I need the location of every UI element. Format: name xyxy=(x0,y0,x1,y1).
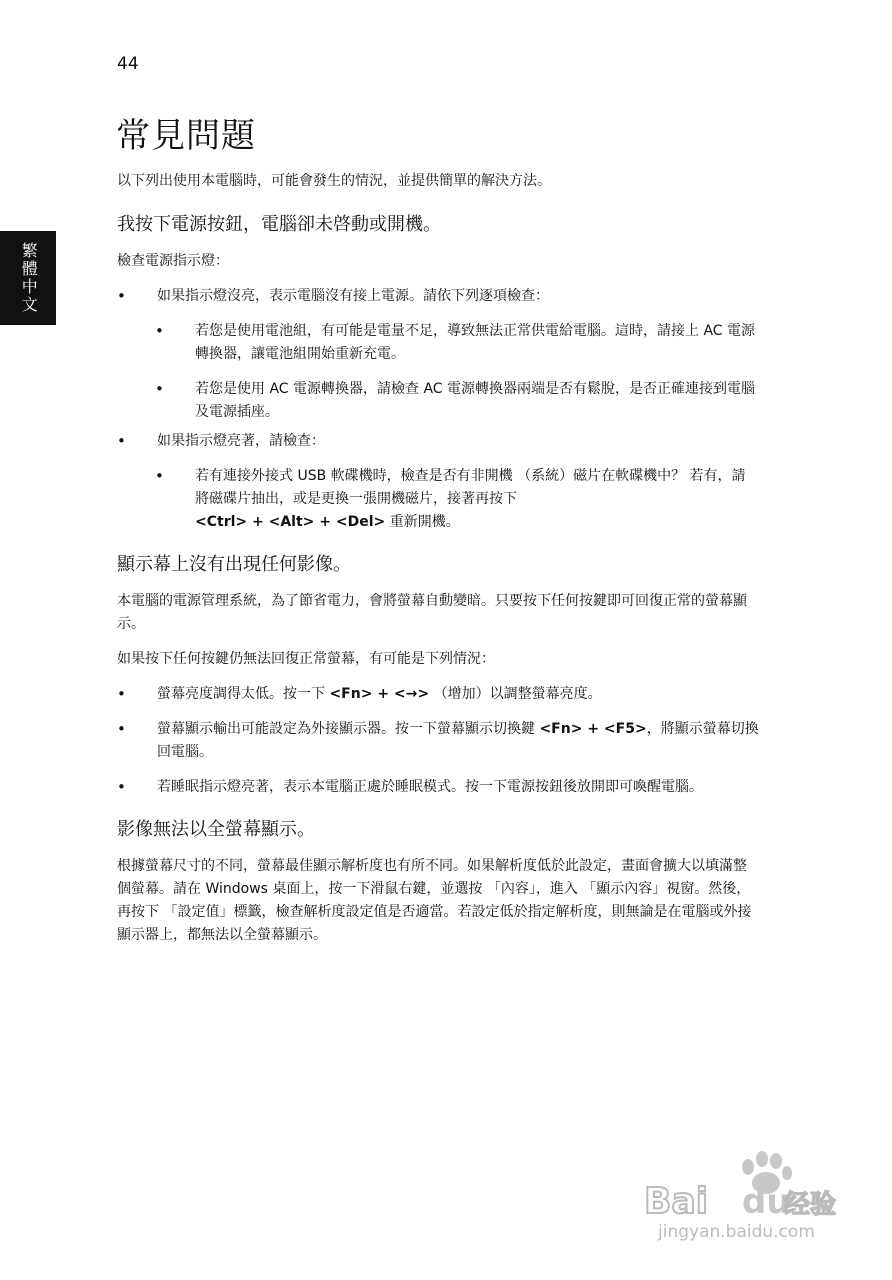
language-side-tab xyxy=(0,231,56,325)
paragraph: 本電腦的電源管理系統，為了節省電力，會將螢幕自動變暗。只要按下任何按鍵即可回復正常的螢幕顯示。 xyxy=(117,593,747,632)
list-item-text: 螢幕亮度調得太低。按一下 xyxy=(157,686,330,702)
key-combo: <Ctrl> + <Alt> + <Del> xyxy=(195,514,386,530)
list-item xyxy=(117,718,759,764)
side-tab-label: 繁體中文 xyxy=(19,242,39,314)
section-heading-power: 我按下電源按鈕，電腦卻未啓動或開機。 xyxy=(117,214,441,235)
paragraph: 根據螢幕尺寸的不同，螢幕最佳顯示解析度也有所不同。如果解析度低於此設定，畫面會擴大以填滿整個螢幕。請在 Windows 桌面上，按一下滑鼠右鍵，並選按 「內容」，進入 「顯示內容」視窗。然後，再按下 「設定值」標籤，檢查解析度設定值是否適當。若設定低於指定解析度，則無論是在電腦或外接顯示器上，都無法以全螢幕顯示。 xyxy=(117,858,752,943)
list-item-text: 螢幕顯示輸出可能設定為外接顯示器。按一下螢幕顯示切換鍵 xyxy=(157,721,540,737)
baidu-jingyan-watermark xyxy=(644,1145,840,1245)
list-item-tail: （增加）以調整螢幕亮度。 xyxy=(429,686,602,702)
watermark-brand-right: du xyxy=(742,1182,791,1222)
key-combo: <Fn> + <F5> xyxy=(539,721,647,737)
page-number: 44 xyxy=(117,54,139,74)
list-item xyxy=(117,430,759,534)
page-title: 常見問題 xyxy=(116,116,256,156)
paragraph: 如果按下任何按鍵仍無法回復正常螢幕，有可能是下列情況： xyxy=(117,651,495,667)
sub-item-text: 若有連接外接式 USB 軟碟機時，檢查是否有非開機 （系統）磁片在軟碟機中？ 若有，請將磁碟片抽出，或是更換一張開機磁片，接著再按下 xyxy=(195,468,746,507)
sub-list-item: • 若您是使用 AC 電源轉換器，請檢查 AC 電源轉換器兩端是否有鬆脫，是否正確連接到電腦及電源插座。 xyxy=(117,378,759,424)
sub-bullet-list xyxy=(117,320,759,424)
key-combo: <Fn> + <→> xyxy=(329,686,430,702)
section-heading-display: 顯示幕上沒有出現任何影像。 xyxy=(117,554,351,575)
bullet-list xyxy=(117,683,759,799)
section-heading-fullscreen: 影像無法以全螢幕顯示。 xyxy=(117,819,315,840)
list-item-text: 如果指示燈亮著，請檢查： xyxy=(157,433,325,449)
list-item xyxy=(117,285,759,424)
watermark-url: jingyan.baidu.com xyxy=(658,1222,815,1242)
list-item: • 若睡眠指示燈亮著，表示本電腦正處於睡眠模式。按一下電源按鈕後放開即可喚醒電腦。 xyxy=(117,776,759,799)
faq-content xyxy=(117,212,759,947)
bullet-list xyxy=(117,285,759,534)
list-item xyxy=(117,683,759,706)
watermark-brand-cn: 经验 xyxy=(784,1190,837,1220)
section-lead: 檢查電源指示燈： xyxy=(117,253,229,269)
list-item-tail: ，將顯示螢幕切換回電腦。 xyxy=(157,721,759,760)
sub-list-item xyxy=(117,465,759,534)
sub-item-tail: 重新開機。 xyxy=(385,514,460,530)
watermark-brand-left: Bai xyxy=(644,1181,709,1222)
intro-text: 以下列出使用本電腦時，可能會發生的情況，並提供簡單的解決方法。 xyxy=(117,173,551,189)
list-item-text: 如果指示燈沒亮，表示電腦沒有接上電源。請依下列逐項檢查： xyxy=(157,288,549,304)
sub-list-item: • 若您是使用電池組，有可能是電量不足，導致無法正常供電給電腦。這時，請接上 AC 電源轉換器，讓電池組開始重新充電。 xyxy=(117,320,759,366)
sub-bullet-list xyxy=(117,465,759,534)
